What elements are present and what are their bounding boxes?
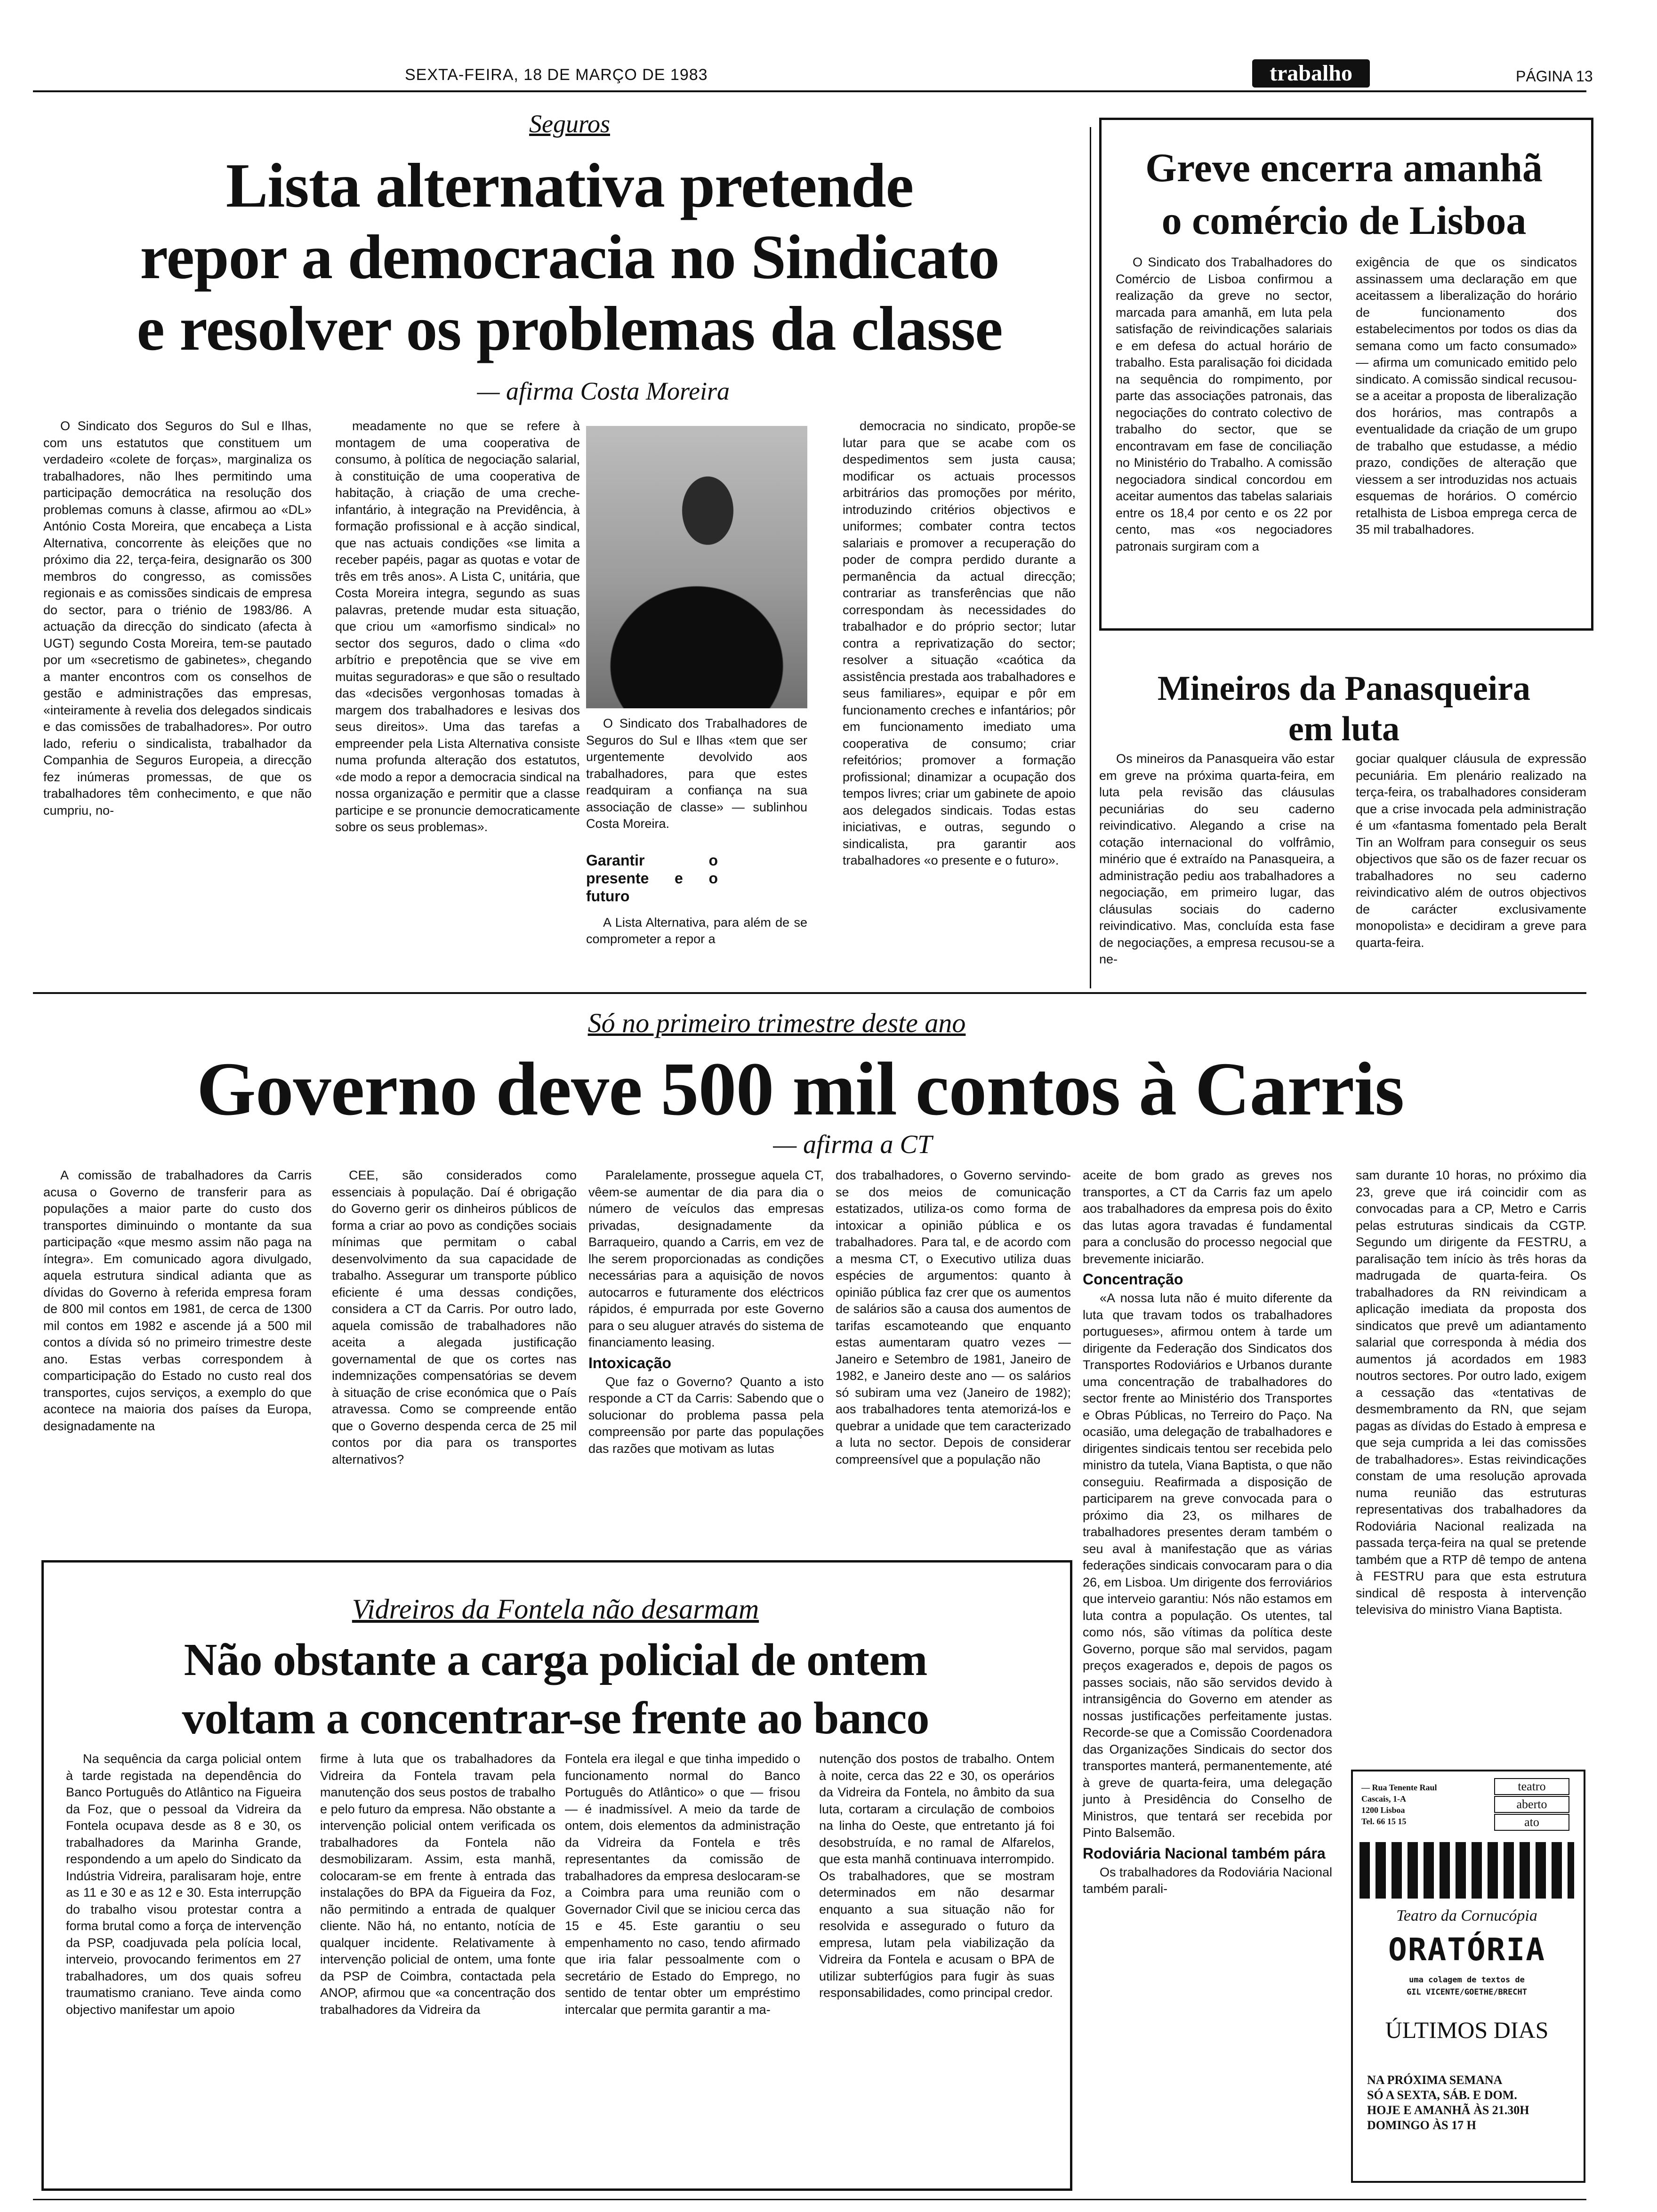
story6-col-3-text: Fontela era ilegal e que tinha impedido o funcionamento normal do Banco Português do Atlântico» o que — frisou — é inadmissível. A meio da tarde de ontem, dois elementos da administração da Vidreira da Fontela e três representantes da comissão de trabalhadores da empresa deslocaram-se a Coimbra para uma reunião com o Governador Civil que se iniciou cerca das 15 e 45. Este garantiu o seu empenhamento no caso, tendo afirmado que iria falar pessoalmente com o secretário de Estado do Emprego, no sentido de tentar obter um empréstimo intercalar que permita garantir a ma- bbox=[565, 1752, 800, 2017]
ad-schedule-line-2: SÓ A SEXTA, SÁB. E DOM. bbox=[1367, 2088, 1517, 2102]
story1-col-4-text: democracia no sindicato, propõe-se lutar para que se acabe com os despedimentos sem justa causa; modificar os actuais processos arbitrários das promoções por mérito, introduzindo critérios objectivos e uniformes; combater contra tectos salariais e promover a recuperação do poder de compra perdido durante a permanência da actual direcção; contrariar as transferências que não correspondam às necessidades do trabalhador e do próprio sector; lutar contra a reprivatização do sector; resolver a situação «caótica da assistência prestada aos trabalhadores e seus familiares», equipar e pôr em funcionamento creches e infantários; pôr em funcionamento imediato uma cooperativa de consumo; criar refeitórios; promover a formação profissional; dinamizar a ocupação dos tempos livres; criar um gabinete de apoio aos delegados sindicais. Todas estas iniciativas, e outras, segundo o sindicalista, pra garantir aos trabalhadores «o presente e o futuro». bbox=[843, 419, 1076, 867]
story1-col-4 bbox=[843, 418, 1076, 978]
ad-logo-word-1: teatro bbox=[1494, 1778, 1569, 1795]
story3-col-1 bbox=[1099, 751, 1335, 986]
story6-headline-line-1: Não obstante a carga policial de ontem bbox=[184, 1635, 927, 1685]
story3-headline-line-2: em luta bbox=[1288, 710, 1400, 748]
masthead-date: SEXTA-FEIRA, 18 DE MARÇO DE 1983 bbox=[405, 66, 708, 84]
portrait-photo bbox=[586, 426, 807, 708]
ad-collage bbox=[1359, 1974, 1574, 1998]
story5-subhead-2: Rodoviária Nacional também pára bbox=[1083, 1844, 1326, 1862]
story1-col-2-text: meadamente no que se refere à montagem de uma cooperativa de consumo, à política de negociação salarial, à constituição de uma cooperativa de habitação, à criação de uma creche-infantário, à integração na Previdência, à formação profissional e à acção sindical, que nas actuais condições «se limita a receber papéis, pagar as quotas e votar de três em três anos». A Lista C, unitária, que Costa Moreira integra, segundo as suas palavras, pretende mudar esta situação, que criou um «amorfismo sindical» no sector dos seguros, dado o clima «do arbítrio e prepotência que se vive em muitas seguradoras» e que são o resultado das «decisões vergonhosas tomadas à margem dos trabalhadores e lesivas dos seus direitos». Uma das tarefas a empreender pela Lista Alternativa consiste numa profunda alteração dos estatutos, «de modo a repor a democracia sindical na nossa organização e permitir que a classe participe e se pronuncie democraticamente sobre os seus problemas». bbox=[335, 419, 580, 834]
story1-subhead: Garantir o presente e o futuro bbox=[586, 851, 718, 905]
story2-headline-line-1: Greve encerra amanhã bbox=[1145, 145, 1543, 190]
photo-caption: O Sindicato dos Trabalhadores de Seguros do Sul e Ilhas «tem que ser urgentemente devolvido aos trabalhadores, para que estes readquiram a confiança na sua associação de classe» — sublinhou Costa Moreira. bbox=[586, 716, 807, 831]
story1-col-1 bbox=[43, 418, 312, 973]
story3-headline-line-1: Mineiros da Panasqueira bbox=[1157, 669, 1531, 708]
story4-col-3b-text: Que faz o Governo? Quanto a isto responde a CT da Carris: Sabendo que o solucionar do problema passa pela compreensão por parte das populações das razões que motivam as lutas bbox=[588, 1374, 824, 1456]
story5-col-1 bbox=[1083, 1167, 1332, 2188]
story5-subhead-1: Concentração bbox=[1083, 1271, 1183, 1288]
ad-address-line-2: Cascais, 1-A bbox=[1361, 1794, 1406, 1803]
story5-col-1c-text: Os trabalhadores da Rodoviária Nacional também parali- bbox=[1083, 1865, 1332, 1896]
ad-collage-line-1: uma colagem de textos de bbox=[1409, 1975, 1525, 1985]
story1-headline-line-2: repor a democracia no Sindicato bbox=[140, 222, 999, 292]
ad-schedule bbox=[1367, 2073, 1574, 2133]
story4-col-1 bbox=[43, 1167, 312, 1539]
story3-col-2 bbox=[1356, 751, 1586, 986]
story1-headline bbox=[75, 150, 1064, 364]
story4-col-4 bbox=[836, 1167, 1071, 1539]
story1-headline-line-3: e resolver os problemas da classe bbox=[137, 294, 1003, 363]
story2-headline-line-2: o comércio de Lisboa bbox=[1161, 198, 1527, 243]
story3-col-2-text: gociar qualquer cláusula de expressão pecuniária. Em plenário realizado na terça-feira, os trabalhadores consideram que a crise invocada pela administração é um «fantasma fomentado pela Beralt Tin an Wolfram para conseguir os seus objectivos que são os de fazer recuar os trabalhadores no seu caderno reivindicativo além de outros objectivos de carácter exclusivamente monopolista» e decidiram a greve para quarta-feira. bbox=[1356, 752, 1586, 950]
ad-logo-word-2: aberto bbox=[1494, 1796, 1569, 1813]
story1-col-rule bbox=[1090, 127, 1091, 988]
story1-byline: — afirma Costa Moreira bbox=[477, 377, 730, 405]
story6-col-4-text: nutenção dos postos de trabalho. Ontem à noite, cerca das 22 e 30, os operários da Vidreira da Fontela, no âmbito da sua luta, cortaram a circulação de comboios na linha do Oeste, que entretanto já foi desobstruída, e no ramal de Alfarelos, que esta manhã continuava interrompido. Os trabalhadores, que se mostram determinados em não desarmar enquanto a sua situação não for resolvida e assegurado o futuro da empresa, lutam pela viabilização da Vidreira da Fontela e acusam o BPA de utilizar subterfúgios para fugir às suas responsabilidades, como principal credor. bbox=[819, 1752, 1054, 2000]
ad-logo bbox=[1494, 1778, 1569, 1831]
mid-rule bbox=[33, 992, 1586, 994]
ad-schedule-line-3: HOJE E AMANHÃ ÀS 21.30H bbox=[1367, 2103, 1529, 2117]
ad-collage-line-2: GIL VICENTE/GOETHE/BRECHT bbox=[1407, 1988, 1527, 1997]
story1-headline-line-1: Lista alternativa pretende bbox=[225, 151, 914, 220]
story1-col-1-text: O Sindicato dos Seguros do Sul e Ilhas, com uns estatutos que constituem um verdadeiro «colete de forças», marginaliza os trabalhadores, não lhes permitindo uma participação democrática na resolução dos problemas comuns à classe, afirmou ao «DL» António Costa Moreira, que encabeça a Lista Alternativa, concorrente às eleições que no próximo dia 22, terça-feira, designarão os 300 membros do congresso, as comissões regionais e as comissões sindicais de empresa do sector, para o triénio de 1983/86. A actuação da direcção do sindicato (afecta à UGT) segundo Costa Moreira, tem-se pautado por um «secretismo de gabinetes», chegando a manter encontros com os conselhos de gestão e administrações das empresas, «inteiramente à revelia dos delegados sindicais e das comissões de trabalhadores». Por outro lado, referiu o sindicalista, trabalhador da Companhia de Seguros Europeia, a direcção fez inúmeras promessas, de que os trabalhadores têm conhecimento, e que não cumpriu, no- bbox=[43, 419, 312, 817]
story6-col-1-text: Na sequência da carga policial ontem à tarde registada na dependência do Banco Português do Atlântico na Figueira da Foz, que o pessoal da Vidreira da Fontela ocupava desde as 8 e 30, os trabalhadores da Marinha Grande, respondendo a um apelo do Sindicato da Indústria Vidreira, paralisaram hoje, entre as 11 e 30 e as 12 e 30. Esta interrupção do trabalho visou protestar contra a forma brutal como a força de intervenção da PSP, coadjuvada pela polícia local, interveio, provocando ferimentos em 27 trabalhadores, um dos quais sofreu traumatismo craniano. Teve ainda como objectivo manifestar um apoio bbox=[66, 1752, 301, 2017]
logo-text: trabalho bbox=[1269, 61, 1352, 86]
masthead-logo bbox=[1252, 59, 1370, 88]
story6-col-1 bbox=[66, 1751, 301, 2174]
story4-kicker: Só no primeiro trimestre deste ano bbox=[587, 1008, 966, 1038]
story6-col-2 bbox=[320, 1751, 555, 2174]
page-number: PÁGINA 13 bbox=[1516, 68, 1593, 85]
story3-col-1-text: Os mineiros da Panasqueira vão estar em greve na próxima quarta-feira, em luta pela revisão das cláusulas pecuniárias do seu caderno reivindicativo. Alegando a crise na cotação internacional do volfrâmio, minério que é extraído na Panasqueira, a administração pediu aos trabalhadores a negociação, em primeiro lugar, das cláusulas sociais do caderno reivindicativo. Mas, concluída esta fase de negociações, a empresa recusou-se a ne- bbox=[1099, 752, 1335, 966]
story4-byline: — afirma a CT bbox=[773, 1130, 932, 1159]
story5-col-1b-text: «A nossa luta não é muito diferente da luta que travam todos os trabalhadores portugueses», afirmou ontem à tarde um dirigente da Federação dos Sindicatos dos Transportes Rodoviários e Urbanos durante uma concentração de trabalhadores do sector frente ao Ministério dos Transportes e Obras Públicas, no Terreiro do Paço. Na ocasião, uma delegação de trabalhadores e dirigentes sindicais tentou ser recebida pelo ministro da tutela, Viana Baptista, o que não conseguiu. Reafirmada a disposição de participarem na greve convocada para o próximo dia 23, os milhares de trabalhadores presentes deram também o seu aval à manifestação que as várias federações sindicais convocaram para o dia 26, em Lisboa. Um dirigente dos ferroviários que interveio garantiu: Nós não estamos em luta contra a população. Os utentes, tal como nós, são vítimas da política deste Governo, porque são mal servidos, pagam preços exagerados e, depois de pagos os passes sociais, não são servidos devido à intransigência do Governo em atender as nossas justificações perfeitamente justas. Recorde-se que a Comissão Coordenadora das Organizações Sindicais do sector dos transportes manterá, permanentemente, até à greve de quarta-feira, uma delegação junto à Presidência do Conselho de Ministros, que tentará ser recebida por Pinto Balsemão. bbox=[1083, 1291, 1332, 1840]
story4-subhead: Intoxicação bbox=[588, 1354, 672, 1371]
story6-kicker: Vidreiros da Fontela não desarmam bbox=[352, 1594, 759, 1625]
story6-col-2-text: firme à luta que os trabalhadores da Vidreira da Fontela travam pela manutenção dos seus postos de trabalho e pelo futuro da empresa. Não obstante a intervenção policial ontem verificada os trabalhadores da Fontela não desmobilizaram. Assim, esta manhã, colocaram-se em frente à entrada das instalações do BPA da Figueira da Foz, não permitindo a entrada de qualquer cliente. Não há, no entanto, notícia de qualquer incidente. Relativamente à intervenção policial de ontem, uma fonte da PSP de Coimbra, contactada pela ANOP, afirmou que «a concentração dos trabalhadores da Vidreira da bbox=[320, 1752, 555, 2017]
story4-col-4-text: dos trabalhadores, o Governo servindo-se dos meios de comunicação estatizados, utiliza-os como forma de intoxicar a opinião pública e os trabalhadores. Para tal, e de acordo com a mesma CT, o Executivo utiliza duas espécies de argumentos: quanto à opinião pública faz crer que os aumentos de salários são a causa dos aumentos de tarifas escamoteando que enquanto estas aumentaram quatro vezes — Janeiro e Setembro de 1981, Janeiro de 1982, e Janeiro deste ano — os salários só subiram uma vez (Janeiro de 1982); aos trabalhadores tenta atemorizá-los e quebrar a unidade que tem caracterizado a luta no sector. Depois de considerar compreensível que a população não bbox=[836, 1168, 1071, 1467]
story2-col-1-text: O Sindicato dos Trabalhadores do Comércio de Lisboa confirmou a realização da greve no sector, marcada para amanhã, em luta pela satisfação de reivindicações salariais e em defesa do actual horário de trabalho. Esta paralisação foi dicidada na sequência do rompimento, por parte das associações patronais, das negociações do contrato colectivo de trabalho do sector, que se encontravam em fase de conciliação no Ministério do Trabalho. A comissão negociadora sindical concordou em aceitar aumentos das tabelas salariais entre os 18,4 por cento e os 22 por cento, mas «os negociadores patronais surgiram com a bbox=[1116, 255, 1332, 553]
story2-col-2 bbox=[1356, 254, 1577, 621]
story6-col-3 bbox=[565, 1751, 800, 2174]
ad-address-line-3: 1200 Lisboa bbox=[1361, 1805, 1405, 1815]
ad-schedule-line-1: NA PRÓXIMA SEMANA bbox=[1367, 2073, 1503, 2087]
header-rule bbox=[33, 90, 1586, 92]
story1-col-3 bbox=[586, 715, 807, 979]
story4-col-3 bbox=[588, 1167, 824, 1539]
ad-address-line-1: — Rua Tenente Raul bbox=[1361, 1783, 1437, 1792]
story4-col-1-text: A comissão de trabalhadores da Carris acusa o Governo de transferir para as populações a maior parte do custo dos transportes diminuindo o montante da sua participação «que mesmo assim não paga na íntegra». Em comunicado agora divulgado, aquela estrutura sindical adianta que as dívidas do Governo à referida empresa foram de 800 mil contos em 1981, de cerca de 1300 mil contos em 1982 e ascende já a 500 mil contos a dívida só no primeiro trimestre deste ano. Estas verbas correspondem à comparticipação do Estado no custo real dos transportes, cujos serviços, a exemplo do que acontece na maioria dos países da Europa, designadamente na bbox=[43, 1168, 312, 1433]
bottom-rule bbox=[33, 2199, 1586, 2200]
ad-logo-word-3: ato bbox=[1494, 1814, 1569, 1831]
ad-address-line-4: Tel. 66 15 15 bbox=[1361, 1817, 1407, 1826]
story1-col-3-text: A Lista Alternativa, para além de se comprometer a repor a bbox=[586, 915, 807, 946]
story4-col-2 bbox=[332, 1167, 577, 1539]
ad-last-days: ÚLTIMOS DIAS bbox=[1385, 2017, 1549, 2043]
story3-headline bbox=[1099, 668, 1589, 749]
story6-headline-line-2: voltam a concentrar-se frente ao banco bbox=[182, 1693, 929, 1744]
story5-col-2-text: sam durante 10 horas, no próximo dia 23, greve que irá coincidir com as convocadas para a CP, Metro e Carris pelas estruturas sindicais da CGTP. Segundo um dirigente da FESTRU, a paralisação tem início às três horas da madrugada de quarta-feira. Os trabalhadores da RN reivindicam a aplicação imediata da proposta dos sindicatos que prevê um adiantamento salarial que corresponda à média dos aumentos já acordados em 1983 noutros sectores. Por outro lado, exigem a cessação das «tentativas de desmembramento da RN, que sejam pagas as dívidas do Estado à empresa e que seja cumprida a lei das comissões de trabalhadores». Estas reivindicações constam de uma resolução aprovada numa reunião das estruturas representativas dos trabalhadores da Rodoviária Nacional realizada na passada terça-feira na qual se pretende também que a RTP dê tempo de antena à FESTRU para que esta estrutura sindical dê resposta à intervenção televisiva do ministro Viana Baptista. bbox=[1356, 1168, 1586, 1617]
story5-col-1a-text: aceite de bom grado as greves nos transportes, a CT da Carris faz um apelo aos trabalhadores da empresa pois do êxito das lutas agora travadas é fundamental para a conclusão do processo negocial que brevemente iniciarão. bbox=[1083, 1168, 1332, 1266]
story4-col-2-text: CEE, são considerados como essenciais à população. Daí é obrigação do Governo gerir os dinheiros públicos de forma a criar ao povo as condições sociais mínimas que permitam o cabal desenvolvimento da sua capacidade de trabalho. Assegurar um transporte público eficiente é uma dessas condições, considera a CT da Carris. Por outro lado, aquela comissão de trabalhadores não aceita a alegada justificação governamental de que os cortes nas indemnizações compensatórias se devem à situação de crise económica que o País atravessa. Como se compreende então que o Governo despenda cerca de 25 mil contos por dia para os transportes alternativos? bbox=[332, 1168, 577, 1467]
story1-kicker: Seguros bbox=[529, 110, 610, 138]
story4-col-3a-text: Paralelamente, prossegue aquela CT, vêem-se aumentar de dia para dia o número de veículos das empresas privadas, designadamente da Barraqueiro, quando a Carris, em vez de lhe serem proporcionadas as condições necessárias para a aquisição de novos autocarros e futuramente dos eléctricos rápidos, é empurrada por este Governo para o seu aluguer através do sistema de financiamento leasing. bbox=[588, 1168, 824, 1349]
story2-col-2-text: exigência de que os sindicatos assinassem uma declaração em que aceitassem a liberalização do horário de funcionamento dos estabelecimentos por todos os dias da semana como um facto consumado» — afirma um comunicado emitido pelo sindicato. A comissão sindical recusou-se a aceitar a proposta de liberalização dos horários, mas contrapôs a eventualidade da criação de um grupo de trabalho que estudasse, a médio prazo, condições de alteração que viessem a ser introduzidas nos actuais esquemas de horários. O comércio retalhista de Lisboa emprega cerca de 35 mil trabalhadores. bbox=[1356, 255, 1577, 537]
ad-illustration bbox=[1359, 1842, 1574, 1899]
story1-col-2 bbox=[335, 418, 580, 973]
story2-headline bbox=[1106, 141, 1582, 247]
story6-headline bbox=[52, 1631, 1059, 1747]
theatre-ad bbox=[1351, 1770, 1585, 2183]
story6-col-4 bbox=[819, 1751, 1054, 2174]
story4-headline: Governo deve 500 mil contos à Carris bbox=[196, 1047, 1404, 1131]
ad-script: Teatro da Cornucópia bbox=[1396, 1907, 1537, 1924]
story5-col-2 bbox=[1356, 1167, 1586, 1746]
ad-title: ORATÓRIA bbox=[1388, 1931, 1545, 1968]
ad-schedule-line-4: DOMINGO ÀS 17 H bbox=[1367, 2118, 1476, 2132]
ad-address bbox=[1361, 1782, 1479, 1827]
story2-col-1 bbox=[1116, 254, 1332, 621]
